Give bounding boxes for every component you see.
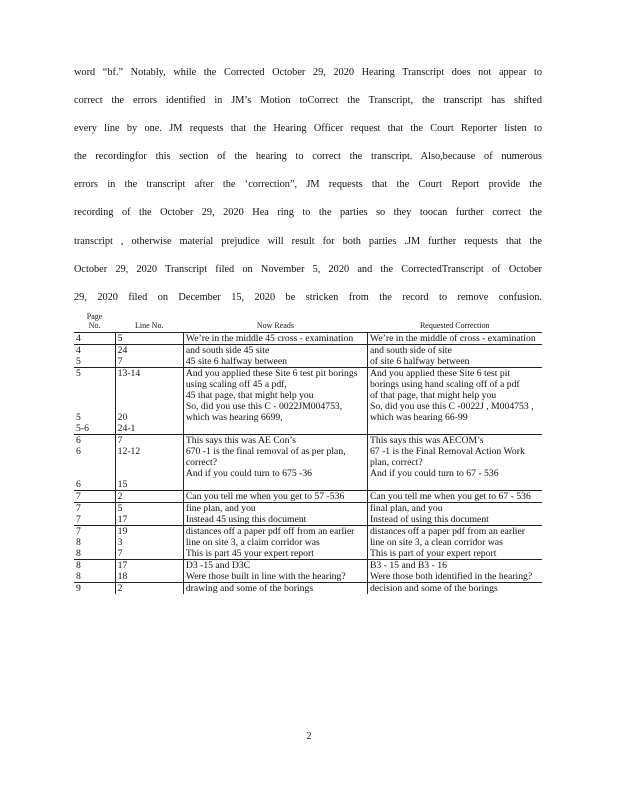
table-row bbox=[74, 583, 542, 595]
cell-requested: And you applied these Site 6 test pit borings using hand scaling off of a pdf of that page, that might help you So, did you use this C -0022J , M004753 , which was hearing 66-99 bbox=[367, 368, 542, 435]
cell-page: 4 5 bbox=[74, 345, 115, 368]
cell-line: 24 7 bbox=[115, 345, 183, 368]
cell-now-reads: Can you tell me when you get to 57 -536 bbox=[183, 491, 367, 503]
cell-requested: decision and some of the borings bbox=[367, 583, 542, 595]
cell-requested: Can you tell me when you get to 67 - 536 bbox=[367, 491, 542, 503]
paragraph-line: 29, 2020 filed on December 15, 2020 be stricken from the record to remove confusion. bbox=[74, 291, 542, 303]
cell-requested: and south side of site of site 6 halfway between bbox=[367, 345, 542, 368]
cell-now-reads: and south side 45 site 45 site 6 halfway between bbox=[183, 345, 367, 368]
paragraph-line: correct the errors identified in JM’s Motion toCorrect the Transcript, the transcript has shifted bbox=[74, 95, 542, 107]
table-row bbox=[74, 526, 542, 538]
cell-line: 7 12-12 15 bbox=[115, 435, 183, 491]
cell-now-reads: line on site 3, a claim corridor was This is part 45 your expert report bbox=[183, 537, 367, 560]
table-row bbox=[74, 560, 542, 583]
cell-requested: final plan, and you Instead of using this document bbox=[367, 503, 542, 526]
header-no-label: No. bbox=[88, 321, 101, 330]
cell-now-reads: D3 -15 and D3C Were those built in line with the hearing? bbox=[183, 560, 367, 583]
table-header-row bbox=[74, 312, 542, 333]
cell-page: 8 8 bbox=[74, 537, 115, 560]
cell-requested: line on site 3, a clean corridor was This is part of your expert report bbox=[367, 537, 542, 560]
page-number: 2 bbox=[306, 731, 312, 742]
cell-now-reads: We’re in the middle 45 cross - examination bbox=[183, 333, 367, 345]
header-line-no: Line No. bbox=[115, 312, 183, 333]
header-requested-correction: Requested Correction bbox=[367, 312, 542, 333]
paragraph-line: transcript , otherwise material prejudice will result for both parties .JM further requests that the bbox=[74, 235, 542, 247]
cell-page: 9 bbox=[76, 583, 81, 594]
table-row bbox=[74, 345, 542, 368]
cell-now-reads: fine plan, and you Instead 45 using this document bbox=[183, 503, 367, 526]
cell-now-reads: drawing and some of the borings bbox=[183, 583, 367, 595]
cell-requested: This says this was AECOM’s 67 -1 is the Final Removal Action Work plan, correct? And if you could turn to 67 - 536 bbox=[367, 435, 542, 491]
table-body bbox=[74, 333, 542, 595]
header-page-label: Page bbox=[86, 312, 103, 321]
paragraph-line: word “bf.” Notably, while the Corrected October 29, 2020 Hearing Transcript does not appear to bbox=[74, 67, 542, 78]
cell-requested: We’re in the middle of cross - examination bbox=[367, 333, 542, 345]
table-row bbox=[74, 368, 542, 435]
header-now-reads: Now Reads bbox=[183, 312, 367, 333]
corrections-table bbox=[74, 312, 542, 594]
table-row bbox=[74, 491, 542, 503]
cell-line: 17 18 bbox=[115, 560, 183, 583]
paragraph-line: errors in the transcript after the ‘correction”, JM requests that the Court Report provide the bbox=[74, 179, 542, 191]
cell-now-reads: This says this was AE Con’s 670 -1 is the final removal of as per plan, correct? And if you could turn to 675 -36 bbox=[183, 435, 367, 491]
table-row bbox=[74, 435, 542, 491]
table-row bbox=[74, 503, 542, 526]
cell-requested: distances off a paper pdf from an earlier bbox=[367, 526, 542, 538]
paragraph-line: every line by one. JM requests that the Hearing Officer request that the Court Reporter listen to bbox=[74, 123, 542, 135]
cell-line: 13-14 20 24-1 bbox=[115, 368, 183, 435]
cell-line: 5 17 bbox=[115, 503, 183, 526]
cell-page: 7 bbox=[76, 526, 81, 537]
cell-line: 3 7 bbox=[115, 537, 183, 560]
cell-line: 19 bbox=[115, 526, 183, 538]
cell-page: 4 bbox=[74, 333, 115, 345]
cell-page: 5 5 5-6 bbox=[74, 368, 115, 435]
cell-page: 7 7 bbox=[74, 503, 115, 526]
cell-page: 8 8 bbox=[74, 560, 115, 583]
cell-line: 2 bbox=[115, 583, 183, 595]
header-page-no bbox=[74, 312, 115, 333]
paragraph-line: October 29, 2020 Transcript filed on November 5, 2020 and the CorrectedTranscript of October bbox=[74, 263, 542, 275]
cell-line: 2 bbox=[115, 491, 183, 503]
paragraph-line: the recordingfor this section of the hearing to correct the transcript. Also,because of numerous bbox=[74, 151, 542, 163]
table-row bbox=[74, 333, 542, 345]
cell-requested: B3 - 15 and B3 - 16 Were those both identified in the hearing? bbox=[367, 560, 542, 583]
paragraph-line: recording of the October 29, 2020 Hea ring to the parties so they toocan further correct the bbox=[74, 207, 542, 219]
table-row bbox=[74, 537, 542, 560]
cell-now-reads: distances off a paper pdf off from an earlier bbox=[183, 526, 367, 538]
cell-now-reads: And you applied these Site 6 test pit borings using scaling off 45 a pdf, 45 that page, that might help you So, did you use this C - 0022JM004753, which was hearing 6699, bbox=[183, 368, 367, 435]
cell-page: 6 6 6 bbox=[74, 435, 115, 491]
cell-page: 7 bbox=[74, 491, 115, 503]
body-paragraph bbox=[74, 59, 542, 312]
cell-line: 5 bbox=[115, 333, 183, 345]
